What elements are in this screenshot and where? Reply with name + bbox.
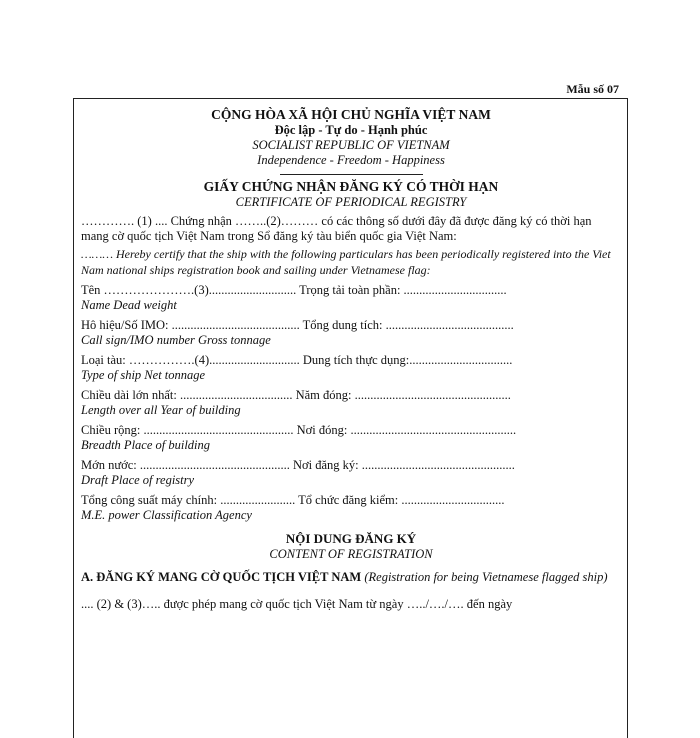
field-row-name: [81, 283, 621, 313]
field-label-vi: Tên ………………….(3)............................ Trọng tải toàn phần: .................................: [81, 283, 507, 297]
field-label-en: Breadth Place of building: [81, 438, 211, 452]
field-label-vi: Tổng công suất máy chính: ........................ Tổ chức đăng kiểm: .................................: [81, 493, 505, 507]
field-label-vi: Mớn nước: ................................................ Nơi đăng ký: .................................................: [81, 458, 515, 472]
intro-vi: …………. (1) .... Chứng nhận ……..(2)……… có các thông số dưới đây đã được đăng ký có thời hạn mang cờ quốc tịch Việt Nam trong Sổ đăng ký tàu biển quốc gia Việt Nam:: [81, 214, 592, 243]
certificate-title: [81, 179, 621, 210]
title-en: CERTIFICATE OF PERIODICAL REGISTRY: [235, 195, 467, 209]
motto-vi: Độc lập - Tự do - Hạnh phúc: [274, 123, 428, 137]
field-label-en: Call sign/IMO number Gross tonnage: [81, 333, 271, 347]
field-row-draft: [81, 458, 621, 488]
field-label-en: Length over all Year of building: [81, 403, 241, 417]
country-name-vi: CỘNG HÒA XÃ HỘI CHỦ NGHĨA VIỆT NAM: [211, 107, 491, 122]
field-label-en: Name Dead weight: [81, 298, 177, 312]
field-label-vi: Hô hiệu/Số IMO: ......................................... Tổng dung tích: .........................................: [81, 318, 514, 332]
content-heading-vi: NỘI DUNG ĐĂNG KÝ: [285, 531, 417, 546]
section-a-title-en: (Registration for being Vietnamese flagged ship): [364, 570, 608, 584]
field-row-ship-type: [81, 353, 621, 383]
country-name-en: SOCIALIST REPUBLIC OF VIETNAM: [252, 138, 450, 152]
field-row-call-sign: [81, 318, 621, 348]
content-heading: [81, 531, 621, 561]
field-row-power: [81, 493, 621, 523]
section-a-heading: [81, 569, 621, 585]
field-label-vi: Chiều rộng: ................................................ Nơi đóng: .....................................................: [81, 423, 517, 437]
field-label-en: Draft Place of registry: [81, 473, 195, 487]
field-row-length: [81, 388, 621, 418]
header-divider: [280, 174, 423, 175]
flag-permission-text: .... (2) & (3)….. được phép mang cờ quốc tịch Việt Nam từ ngày …../…./…. đến ngày: [81, 597, 513, 611]
section-a-title-vi: A. ĐĂNG KÝ MANG CỜ QUỐC TỊCH VIỆT NAM: [81, 570, 362, 584]
title-vi: GIẤY CHỨNG NHẬN ĐĂNG KÝ CÓ THỜI HẠN: [203, 179, 499, 194]
motto-en: Independence - Freedom - Happiness: [257, 153, 445, 167]
field-row-breadth: [81, 423, 621, 453]
form-number: Mẫu số 07: [566, 82, 619, 96]
intro-en: ……… Hereby certify that the ship with the following particulars has been periodically registered into the Viet Nam national ships registration book and sailing under Vietnamese flag:: [81, 247, 611, 277]
ship-particulars: [81, 283, 621, 523]
content-heading-en: CONTENT OF REGISTRATION: [269, 547, 433, 561]
field-label-en: M.E. power Classification Agency: [81, 508, 252, 522]
field-label-vi: Chiều dài lớn nhất: .................................... Năm đóng: ..................................................: [81, 388, 511, 402]
field-label-vi: Loại tàu: …………….(4)............................. Dung tích thực dụng:.................................: [81, 353, 513, 367]
national-header: [81, 106, 621, 175]
certificate-document: [73, 98, 628, 738]
field-label-en: Type of ship Net tonnage: [81, 368, 206, 382]
